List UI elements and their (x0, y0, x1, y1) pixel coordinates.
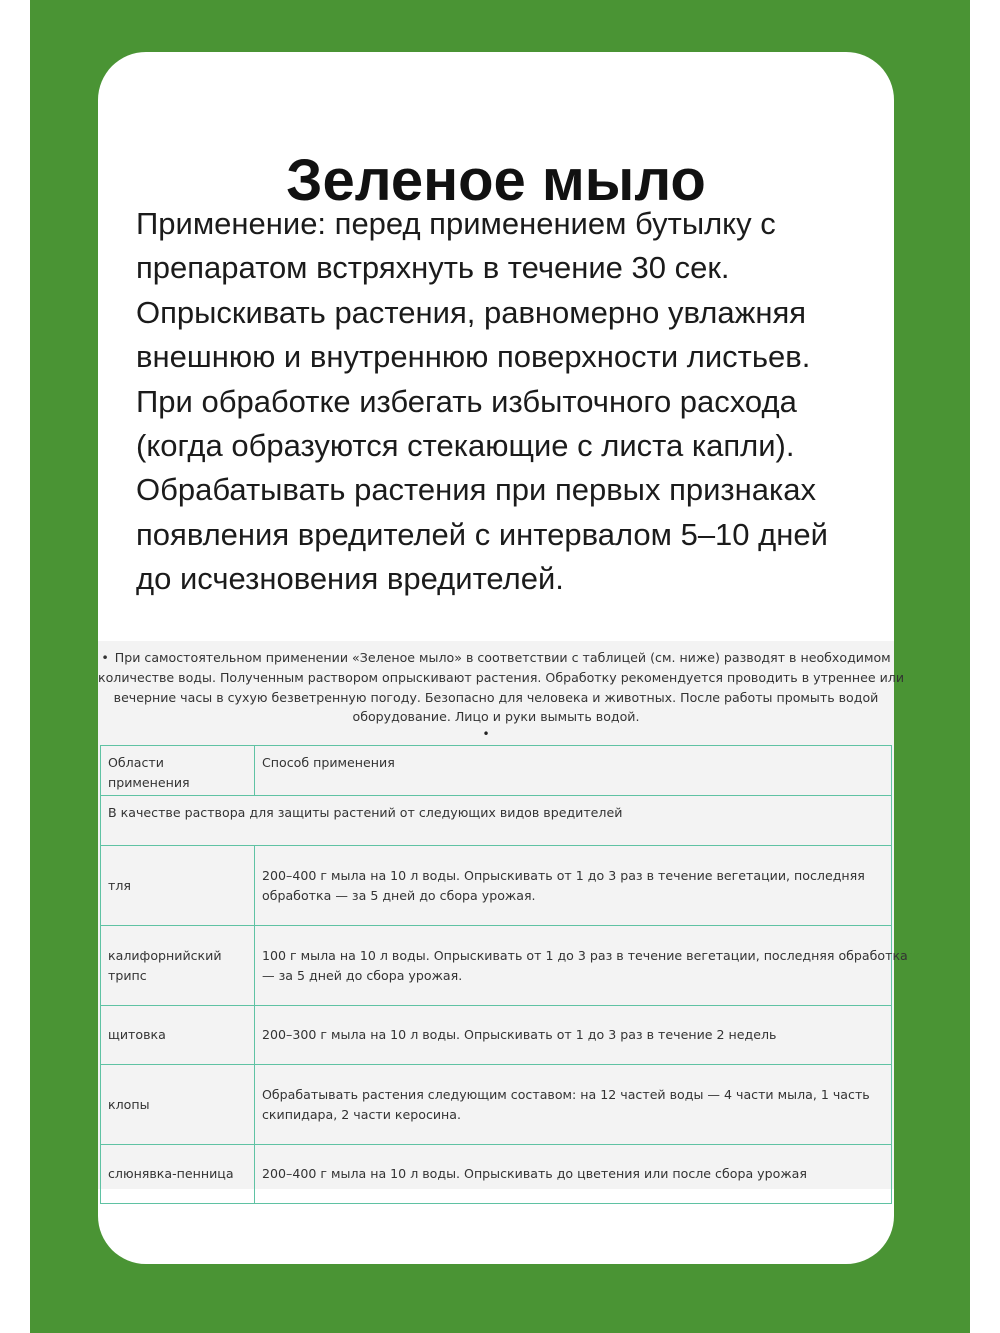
table-row (101, 846, 892, 926)
table-section-row (101, 796, 892, 846)
method-text: Обрабатывать растения следующим составом: на 12 частей воды — 4 части мыла, 1 часть (262, 1086, 870, 1102)
area-cell (101, 846, 255, 926)
area-cell (101, 1145, 255, 1204)
note-bullet: • (101, 650, 109, 665)
note-line: количестве воды. Полученным раствором опрыскивают растения. Обработку рекомендуется проводить в утреннее или (98, 669, 905, 685)
usage-line: Опрыскивать растения, равномерно увлажняя (136, 294, 807, 330)
application-note (98, 648, 905, 727)
note-line: вечерние часы в сухую безветренную погоду. Безопасно для человека и животных. После работы промыть водой (113, 689, 879, 705)
method-cell (255, 1145, 892, 1204)
usage-line: Обрабатывать растения при первых признаках (136, 472, 816, 508)
area-cell (101, 1065, 255, 1145)
usage-line: Применение: перед применением бутылку с (136, 206, 776, 241)
area-text: щитовка (108, 1027, 166, 1042)
method-cell (255, 926, 908, 1006)
table-row (101, 1065, 892, 1145)
usage-line: внешнюю и внутреннюю поверхности листьев. (136, 339, 811, 375)
area-text: трипс (108, 967, 147, 983)
usage-line: препаратом встряхнуть в течение 30 сек. (136, 250, 730, 286)
method-text: скипидара, 2 части керосина. (262, 1106, 462, 1122)
table-row (101, 926, 892, 1006)
area-cell (101, 1006, 255, 1065)
area-text: калифорнийский (108, 947, 222, 963)
usage-instructions (136, 202, 876, 602)
usage-line: При обработке избегать избыточного расхода (136, 383, 797, 419)
method-cell (255, 846, 892, 926)
method-cell (255, 1065, 892, 1145)
method-text: 200–300 г мыла на 10 л воды. Опрыскивать от 1 до 3 раз в течение 2 недель (262, 1027, 777, 1042)
method-cell (255, 1006, 892, 1065)
note-line-text: При самостоятельном применении «Зеленое мыло» в соответствии с таблицей (см. ниже) разводят в необходимом (114, 650, 891, 665)
area-text: клопы (108, 1096, 150, 1112)
method-text: 200–400 г мыла на 10 л воды. Опрыскивать от 1 до 3 раз в течение вегетации, последняя (262, 867, 865, 883)
header-cell-area: Области применения (101, 746, 255, 796)
section-title-cell: В качестве раствора для защиты растений от следующих видов вредителей (101, 796, 892, 846)
embedded-table-screenshot (98, 641, 908, 1189)
usage-line: до исчезновения вредителей. (136, 561, 564, 597)
table-row (101, 1006, 892, 1065)
method-text: обработка — за 5 дней до сбора урожая. (262, 887, 536, 903)
usage-line: появления вредителей с интервалом 5–10 дней (136, 516, 828, 552)
note-line: оборудование. Лицо и руки вымыть водой. (352, 709, 640, 725)
note-line (98, 648, 894, 668)
header-cell-method: Способ применения (255, 746, 892, 796)
table-header-row (101, 746, 892, 796)
trailing-bullet: • (482, 727, 490, 741)
area-cell (101, 926, 255, 1006)
table-row (101, 1145, 892, 1204)
page-title: Зеленое мыло (286, 148, 706, 213)
application-table (100, 745, 908, 1204)
area-text: тля (108, 877, 131, 893)
method-text: 100 г мыла на 10 л воды. Опрыскивать от 1 до 3 раз в течение вегетации, последняя обработка (262, 947, 908, 963)
usage-line: (когда образуются стекающие с листа капли). (136, 428, 795, 464)
method-text: — за 5 дней до сбора урожая. (262, 967, 463, 983)
method-text: 200–400 г мыла на 10 л воды. Опрыскивать до цветения или после сбора урожая (262, 1166, 807, 1181)
area-text: слюнявка-пенница (108, 1166, 234, 1181)
